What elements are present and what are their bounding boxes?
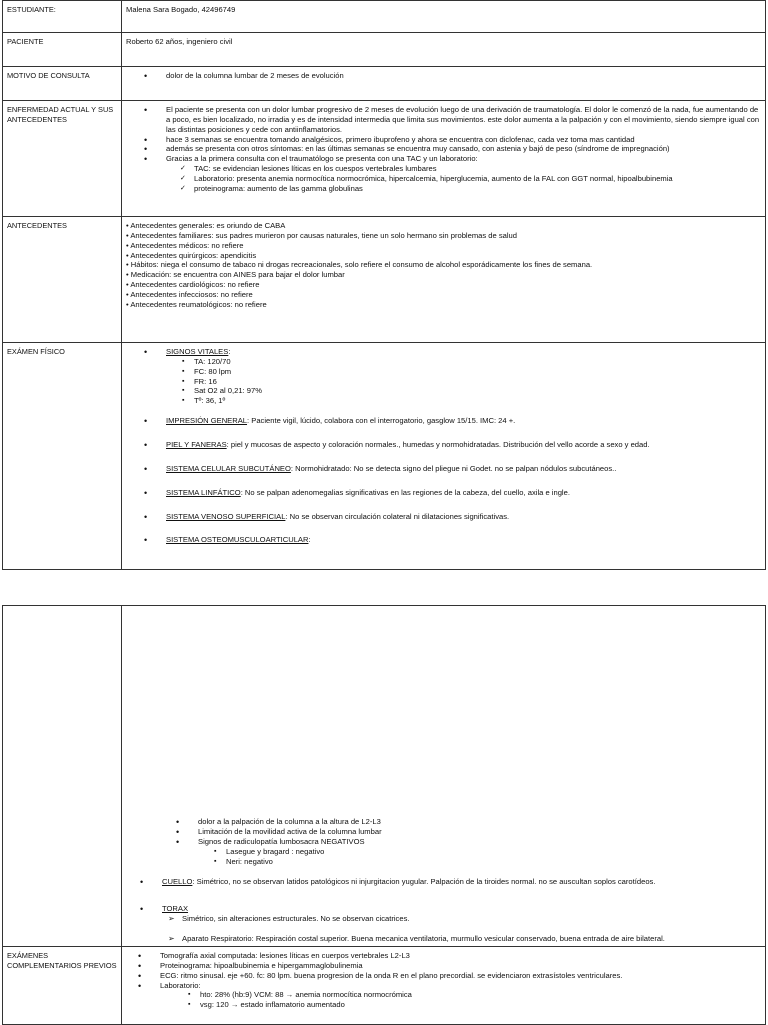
- vital-item: ▪ TA: 120/70: [194, 357, 761, 367]
- illness-item: • Gracias a la primera consulta con el traumatólogo se presenta con una TAC y un laboratorio:: [166, 154, 761, 164]
- thorax-section: [162, 904, 761, 944]
- vitals-title: SIGNOS VITALES: [166, 347, 229, 356]
- illness-item: • hace 3 semanas se encuentra tomando analgésicos, primero ibuprofeno y ahora se encuentra con diclofenac, cada vez toma mas cantidad: [166, 135, 761, 145]
- student-label: ESTUDIANTE:: [3, 1, 122, 33]
- lab-title: Laboratorio:: [160, 980, 201, 990]
- skin-section: [166, 440, 761, 450]
- vitals-section: • SIGNOS VITALES: ▪ TA: 120/70 ▪ FC: 80 lpm ▪ FR: 16 ▪ Sat O2 al 0,21: 97% ▪ Tº: 36, 1º: [166, 347, 761, 406]
- vital-item: ▪ Tº: 36, 1º: [194, 396, 761, 406]
- row-consult: [3, 67, 766, 101]
- thorax-item: ➢ Simétrico, sin alteraciones estructurales. No se observan cicatrices.: [182, 914, 761, 924]
- row-patient: [3, 33, 766, 67]
- history-line: • Hábitos: niega el consumo de tabaco ni drogas recreacionales, solo refiere el consumo de alcohol esporádicamente los fines de semana.: [126, 260, 593, 270]
- osteo-suffix: :: [308, 535, 311, 545]
- complementary-label: EXÁMENES COMPLEMENTARIOS PREVIOS: [3, 947, 122, 1025]
- general-text: : Paciente vigil, lúcido, colabora con el interrogatorio, gasglow 15/15. IMC: 24 +.: [247, 416, 516, 426]
- exam-value: [122, 343, 766, 570]
- vital-item: ▪ FC: 80 lpm: [194, 367, 761, 377]
- osteo-item: • Limitación de la movilidad activa de la columna lumbar: [198, 827, 761, 837]
- lymph-title: SISTEMA LINFÁTICO: [166, 487, 241, 497]
- osteo-sub-item: ▪ Neri: negativo: [226, 857, 761, 867]
- neck-section: [162, 877, 761, 887]
- illness-check-item: ✓ Laboratorio: presenta anemia normocítica normocrómica, hipercalcemia, hiperglucemia, aumento de la FAL con GGT normal, hipoalbubinemia: [194, 174, 761, 184]
- illness-label: ENFERMEDAD ACTUAL Y SUS ANTECEDENTES: [3, 101, 122, 217]
- lab-item: ▪ vsg: 120 → estado inflamatorio aumentado: [200, 1000, 761, 1010]
- consult-item: • dolor de la columna lumbar de 2 meses de evolución: [166, 71, 761, 81]
- history-line: • Antecedentes quirúrgicos: apendicitis: [126, 250, 257, 260]
- complementary-item: • Tomografía axial computada: lesiones líticas en cuerpos vertebrales L2-L3: [160, 951, 761, 961]
- general-impression: [166, 416, 761, 426]
- neck-text: : Simétrico, no se observan latidos patológicos ni injurgitacion yugular. Palpación de la tiroides normal. no se auscultan soplos carotídeos.: [192, 876, 656, 886]
- venous-title: SISTEMA VENOSO SUPERFICIAL: [166, 511, 286, 521]
- patient-label: PACIENTE: [3, 33, 122, 67]
- osteo-title: SISTEMA OSTEOMUSCULOARTICULAR: [166, 535, 309, 545]
- student-value: Malena Sara Bogado, 42496749: [122, 1, 766, 33]
- history-line: • Antecedentes generales: es oriundo de CABA: [126, 221, 286, 230]
- lymph-text: : No se palpan adenomegalias significativas en las regiones de la cabeza, del cuello, axila e ingle.: [240, 487, 570, 497]
- row-student: [3, 1, 766, 33]
- exam-continued-label: [3, 606, 122, 947]
- skin-text: : piel y mucosas de aspecto y coloración normales., humedas y normohidratadas. Distribución del vello acorde a sexo y edad.: [226, 440, 650, 450]
- osteo-list: [126, 817, 761, 847]
- history-value: [122, 217, 766, 343]
- osteo-item: • Signos de radiculopatía lumbosacra NEGATIVOS: [198, 837, 761, 847]
- history-line: • Medicación: se encuentra con AINES para bajar el dolor lumbar: [126, 270, 345, 280]
- consult-value: [122, 67, 766, 101]
- neck-title: CUELLO: [162, 876, 193, 886]
- row-complementary: [3, 947, 766, 1025]
- complementary-item: • ECG: ritmo sinusal. eje +60. fc: 80 lpm. buena progresion de la onda R en el plano precordial. se evidenciaron extrasístoles ventriculares.: [160, 971, 761, 981]
- page-2: [0, 605, 768, 1024]
- illness-check-item: ✓ TAC: se evidencian lesiones líticas en los cuespos vertebrales lumbares: [194, 164, 761, 174]
- row-exam: [3, 343, 766, 570]
- complementary-value: [122, 947, 766, 1025]
- exam-continued-value: [122, 606, 766, 947]
- row-illness: [3, 101, 766, 217]
- history-line: • Antecedentes familiares: sus padres murieron por causas naturales, tiene un solo hermano sin problemas de salud: [126, 230, 517, 240]
- history-label: ANTECEDENTES: [3, 217, 122, 343]
- general-title: IMPRESIÓN GENERAL: [166, 416, 248, 426]
- illness-item: • El paciente se presenta con un dolor lumbar progresivo de 2 meses de evolución luego de una derivación de traumatología. El dolor le comenzó de la nada, fue aumentando de a poco, es bien localizado, no irradia y es de intensidad intermedia que limita sus movimientos. este dolor aumenta a la palpación y con el movimiento, siendo siempre igual con las distintas posiciones y cede con antiinflamatorios.: [166, 105, 761, 135]
- subcut-title: SISTEMA CELULAR SUBCUTÁNEO: [166, 463, 291, 473]
- lab-item: ▪ hto: 28% (hb:9) VCM: 88 → anemia normocítica normocrómica: [200, 990, 761, 1000]
- vitals-list: [166, 357, 761, 406]
- complementary-item: [160, 981, 761, 1011]
- history-line: • Antecedentes cardiológicos: no refiere: [126, 280, 260, 290]
- subcutaneous-section: [166, 464, 761, 474]
- consult-label: MOTIVO DE CONSULTA: [3, 67, 122, 101]
- clinical-form-table-page-1: [2, 0, 766, 570]
- patient-value: Roberto 62 años, ingeniero civil: [122, 33, 766, 67]
- clinical-form-table-page-2: [2, 605, 766, 1025]
- thorax-item: ➢ Aparato Respiratorio: Respiración costal superior. Buena mecanica ventilatoria, murmullo vesicular conservado, buena entrada de aire bilateral.: [182, 934, 761, 944]
- page-break: [0, 590, 768, 605]
- osteo-sub-list: [126, 847, 761, 867]
- thorax-title: TORAX: [162, 904, 189, 914]
- row-history: [3, 217, 766, 343]
- osteo-item: • dolor a la palpación de la columna a la altura de L2-L3: [198, 817, 761, 827]
- subcut-text: : Normohidratado: No se detecta signo del pliegue ni Godet. no se palpan nódulos subcutáneos..: [290, 463, 617, 473]
- vital-item: ▪ FR: 16: [194, 377, 761, 387]
- exam-label: EXÁMEN FÍSICO: [3, 343, 122, 570]
- vital-item: ▪ Sat O2 al 0,21: 97%: [194, 386, 761, 396]
- lymphatic-section: [166, 488, 761, 498]
- complementary-item: • Proteinograma: hipoalbubinemia e hipergammaglobulinemia: [160, 961, 761, 971]
- venous-section: [166, 512, 761, 522]
- history-line: • Antecedentes infecciosos: no refiere: [126, 290, 253, 300]
- illness-item: • además se presenta con otros síntomas: en las últimas semanas se encuentra muy cansado, con astenia y bajó de peso (síndrome de impregnación): [166, 144, 761, 154]
- venous-text: : No se observan circulación colateral ni dilataciones significativas.: [285, 511, 510, 521]
- illness-value: [122, 101, 766, 217]
- osteo-section: [166, 535, 761, 545]
- osteo-sub-item: ▪ Lasegue y bragard : negativo: [226, 847, 761, 857]
- history-line: • Antecedentes reumatológicos: no refiere: [126, 299, 267, 309]
- row-exam-continued: [3, 606, 766, 947]
- history-line: • Antecedentes médicos: no refiere: [126, 240, 244, 250]
- illness-check-item: ✓ proteinograma: aumento de las gamma globulinas: [194, 184, 761, 194]
- skin-title: PIEL Y FANERAS: [166, 440, 227, 450]
